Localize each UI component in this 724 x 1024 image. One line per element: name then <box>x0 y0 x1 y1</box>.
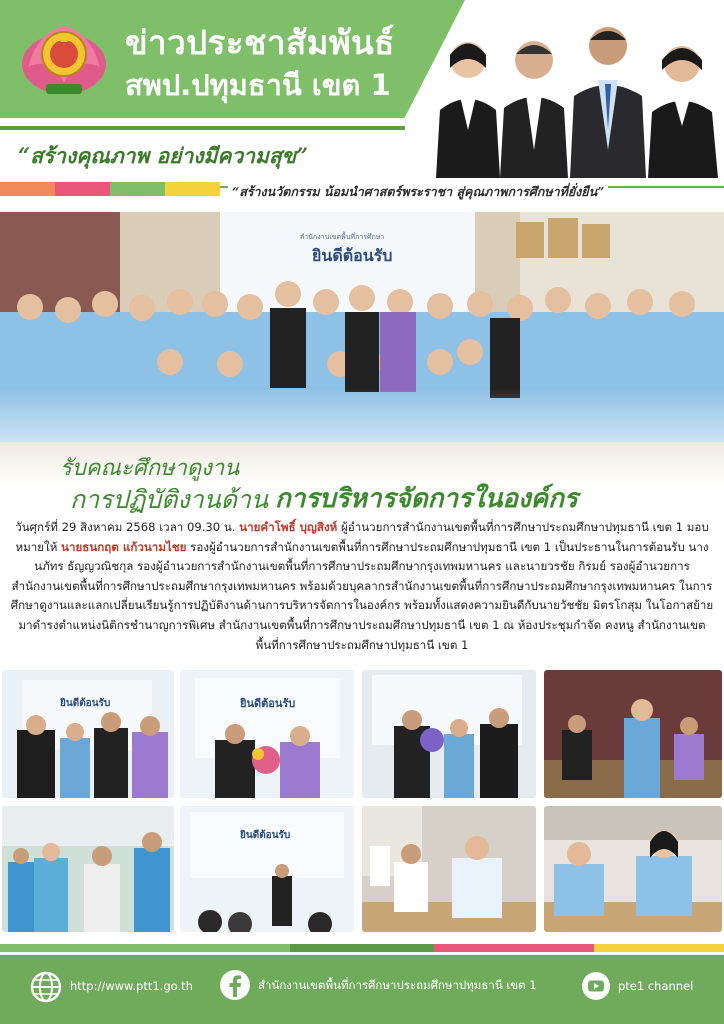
executives-photo <box>430 10 724 178</box>
deputy-name: นายธนกฤต แก้วนามไชย <box>61 539 187 554</box>
banner-welcome-text: ยินดีต้อนรับ <box>312 246 393 265</box>
sub-slogan: “สร้างนวัตกรรม น้อมนำศาสตร์พระราชา สู่คุณภาพการศึกษาที่ยั่งยืน” <box>228 182 608 202</box>
headline-line2b: การบริหารจัดการในองค์กร <box>275 484 578 514</box>
banner-small-text: สำนักงานเขตพื้นที่การศึกษา <box>300 233 385 241</box>
main-group-photo <box>0 212 724 484</box>
photo-4 <box>544 670 722 798</box>
footer-stripes <box>0 944 724 952</box>
article-body <box>10 518 714 655</box>
website-link[interactable]: http://www.ptt1.go.th <box>70 979 193 993</box>
facebook-icon[interactable] <box>219 969 251 1001</box>
photo-6 <box>180 806 354 932</box>
photo-7 <box>362 806 536 932</box>
headline-line1: รับคณะศึกษาดูงาน <box>60 456 240 481</box>
photo-welcome-text-2: ยินดีต้อนรับ <box>240 697 296 710</box>
youtube-channel-link[interactable]: pte1 channel <box>618 979 694 993</box>
photo-3 <box>362 670 536 798</box>
footer <box>0 955 724 1024</box>
divider-line <box>0 126 405 130</box>
globe-icon <box>30 971 62 1003</box>
photo-welcome-text-3: ยินดีต้อนรับ <box>240 830 291 841</box>
title-line2: สพป.ปทุมธานี เขต 1 <box>125 68 391 102</box>
color-stripes <box>0 182 220 196</box>
facebook-page-link[interactable]: สำนักงานเขตพื้นที่การศึกษาประถมศึกษาปทุมธานี เขต 1 <box>258 978 537 992</box>
title-line1: ข่าวประชาสัมพันธ์ <box>125 23 395 62</box>
youtube-icon[interactable] <box>581 971 611 1001</box>
photo-2 <box>180 670 354 798</box>
director-name: นายคำโพธิ์ บุญสิงห์ <box>239 520 338 534</box>
main-slogan: “สร้างคุณภาพ อย่างมีความสุข” <box>18 143 309 168</box>
article-text-c: รองผู้อำนวยการสำนักงานเขตพื้นที่การศึกษาประถมศึกษาปทุมธานี เขต 1 เป็นประธานในการต้อนรับ นางนภัทร ธัญญวณิชกุล รองผู้อำนวยการสำนักงานเขตพื้นที่การศึกษาประถมศึกษากรุงเทพมหานคร และนายวรชัย กิรมย์ รองผู้อำนวยการสำนักงานเขตพื้นที่การศึกษาประถมศึกษากรุงเทพมหานคร พร้อมด้วยบุคลากรสำนักงานเขตพื้นที่การศึกษาประถมศึกษากรุงเทพมหานคร ในการศึกษาดูงานและแลกเปลี่ยนเรียนรู้การปฏิบัติงานด้านการบริหารจัดการในองค์กร พร้อมทั้งแสดงความยินดีกับนายวัชชัย มิตรโกสุม ในโอกาสย้ายมาดำรงตำแหน่งนิติกรชำนาญการพิเศษ สำนักงานเขตพื้นที่การศึกษาประถมศึกษาปทุมธานี เขต 1 ณ ห้องประชุมกำจัด คงหนู สำนักงานเขตพื้นที่การศึกษาประถมศึกษาปทุมธานี เขต 1 <box>10 539 714 652</box>
photo-8 <box>544 806 722 932</box>
photo-5 <box>2 806 174 932</box>
article-text-a: วันศุกร์ที่ 29 สิงหาคม 2568 เวลา 09.30 น. <box>15 520 240 534</box>
obec-logo <box>18 12 110 104</box>
photo-1 <box>2 670 174 798</box>
article-text-b: ผู้อำนวยการสำนักงานเขตพื้นที่การศึกษาประถมศึกษาปทุมธานี เขต 1 มอบหมายให้ <box>15 520 709 554</box>
headline-line2a: การปฏิบัติงานด้าน <box>70 485 269 514</box>
photo-welcome-text: ยินดีต้อนรับ <box>60 698 111 709</box>
